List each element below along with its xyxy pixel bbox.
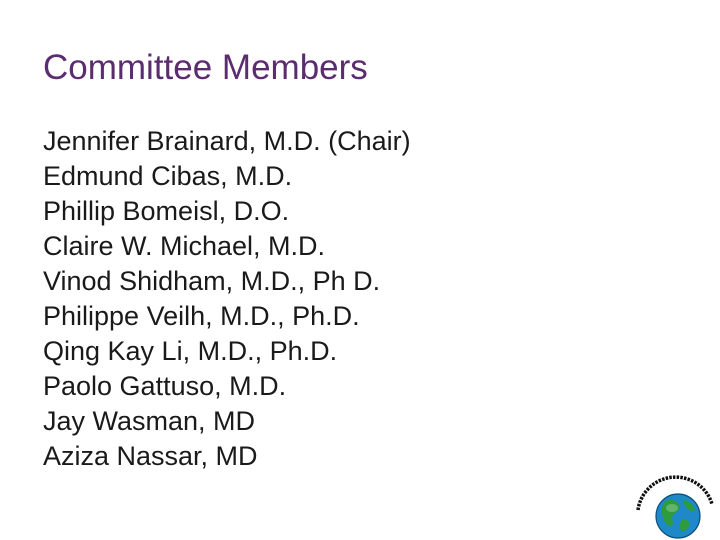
- list-item: Aziza Nassar, MD: [43, 441, 258, 471]
- list-item: Vinod Shidham, M.D., Ph D.: [43, 266, 381, 296]
- list-item: Claire W. Michael, M.D.: [43, 231, 326, 261]
- list-item: Qing Kay Li, M.D., Ph.D.: [43, 336, 338, 366]
- globe-icon: [632, 470, 718, 540]
- list-item: Edmund Cibas, M.D.: [43, 161, 293, 191]
- list-item: Paolo Gattuso, M.D.: [43, 371, 287, 401]
- list-item: Jennifer Brainard, M.D. (Chair): [43, 126, 411, 156]
- society-logo: [632, 470, 718, 540]
- list-item: Philippe Veilh, M.D., Ph.D.: [43, 301, 360, 331]
- globe-highlight: [666, 504, 678, 512]
- committee-members-list: [43, 124, 411, 474]
- list-item: Jay Wasman, MD: [43, 406, 256, 436]
- slide-title: Committee Members: [43, 48, 368, 87]
- list-item: Phillip Bomeisl, D.O.: [43, 196, 290, 226]
